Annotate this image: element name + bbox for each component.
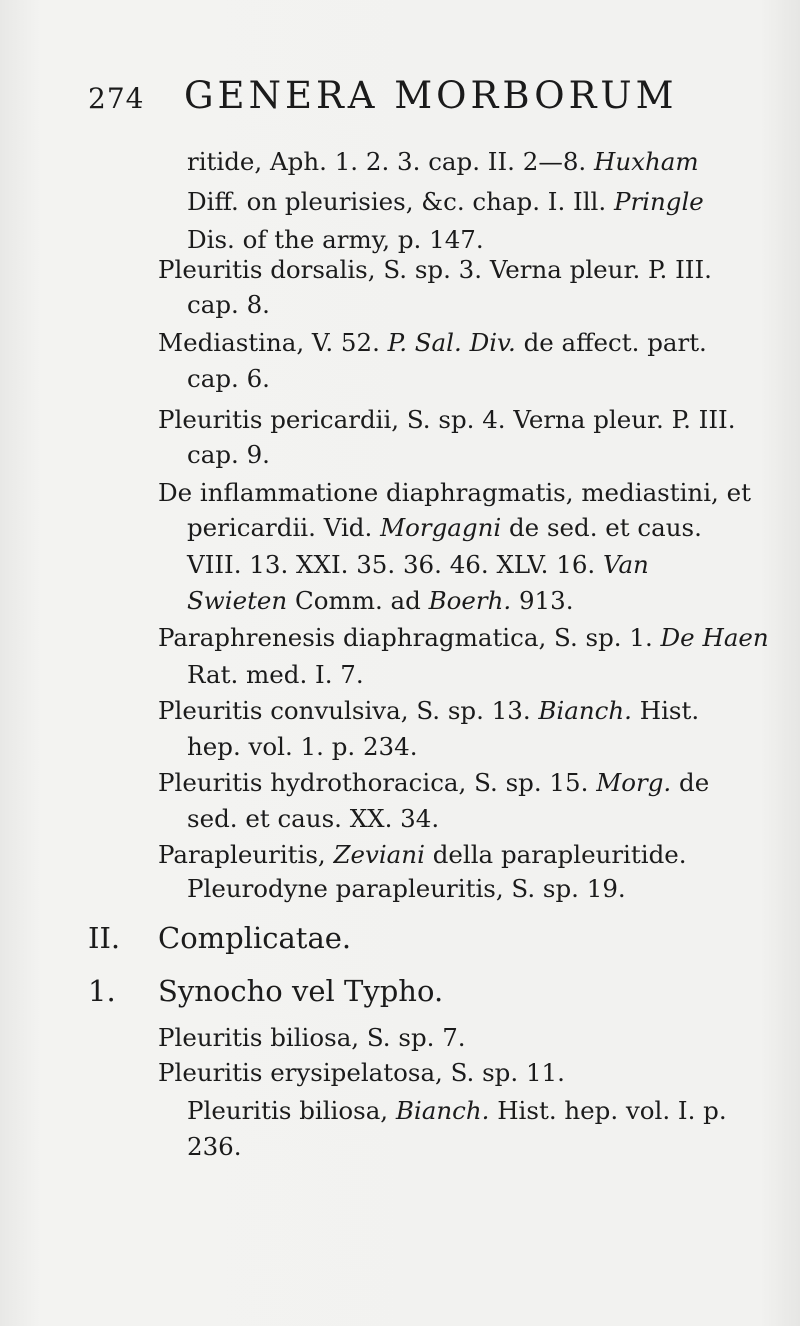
text-line: Paraphrenesis diaphragmatica, S. sp. 1. De Haen [158,623,769,652]
text-line: Pleuritis convulsiva, S. sp. 13. Bianch. Hist. [158,696,700,725]
text-line: 236. [187,1132,242,1161]
page-header [88,74,728,124]
page-number: 274 [88,82,145,115]
text-line: Pleuritis biliosa, Bianch. Hist. hep. vol. I. p. [187,1096,727,1125]
text-line: pericardii. Vid. Morgagni de sed. et caus. [187,513,702,542]
text-line: Pleuritis hydrothoracica, S. sp. 15. Morg. de [158,768,710,797]
text-line: Swieten Comm. ad Boerh. 913. [187,586,574,615]
text-line: Pleuritis pericardii, S. sp. 4. Verna pleur. P. III. [158,405,736,434]
section-heading: 1. Synocho vel Typho. [88,974,444,1008]
text-line: Dis. of the army, p. 147. [187,225,484,254]
text-line: cap. 8. [187,290,270,319]
text-line: Pleuritis erysipelatosa, S. sp. 11. [158,1058,565,1087]
text-line: sed. et caus. XX. 34. [187,804,440,833]
text-line: Diff. on pleurisies, &c. chap. I. Ill. Pringle [187,187,704,216]
text-line: De inflammatione diaphragmatis, mediastini, et [158,478,751,507]
section-heading: II. Complicatae. [88,921,352,955]
text-line: VIII. 13. XXI. 35. 36. 46. XLV. 16. Van [187,550,649,579]
text-line: Mediastina, V. 52. P. Sal. Div. de affect. part. [158,328,707,357]
text-line: Rat. med. I. 7. [187,660,364,689]
running-head: GENERA MORBORUM [184,74,678,117]
text-line: hep. vol. 1. p. 234. [187,732,418,761]
text-line: Pleuritis dorsalis, S. sp. 3. Verna pleur. P. III. [158,255,712,284]
text-line: cap. 9. [187,440,270,469]
text-line: cap. 6. [187,364,270,393]
text-line: Parapleuritis, Zeviani della parapleuritide. [158,840,687,869]
text-line: Pleuritis biliosa, S. sp. 7. [158,1023,466,1052]
text-line: Pleurodyne parapleuritis, S. sp. 19. [187,874,626,903]
text-line: ritide, Aph. 1. 2. 3. cap. II. 2—8. Huxham [187,147,699,176]
